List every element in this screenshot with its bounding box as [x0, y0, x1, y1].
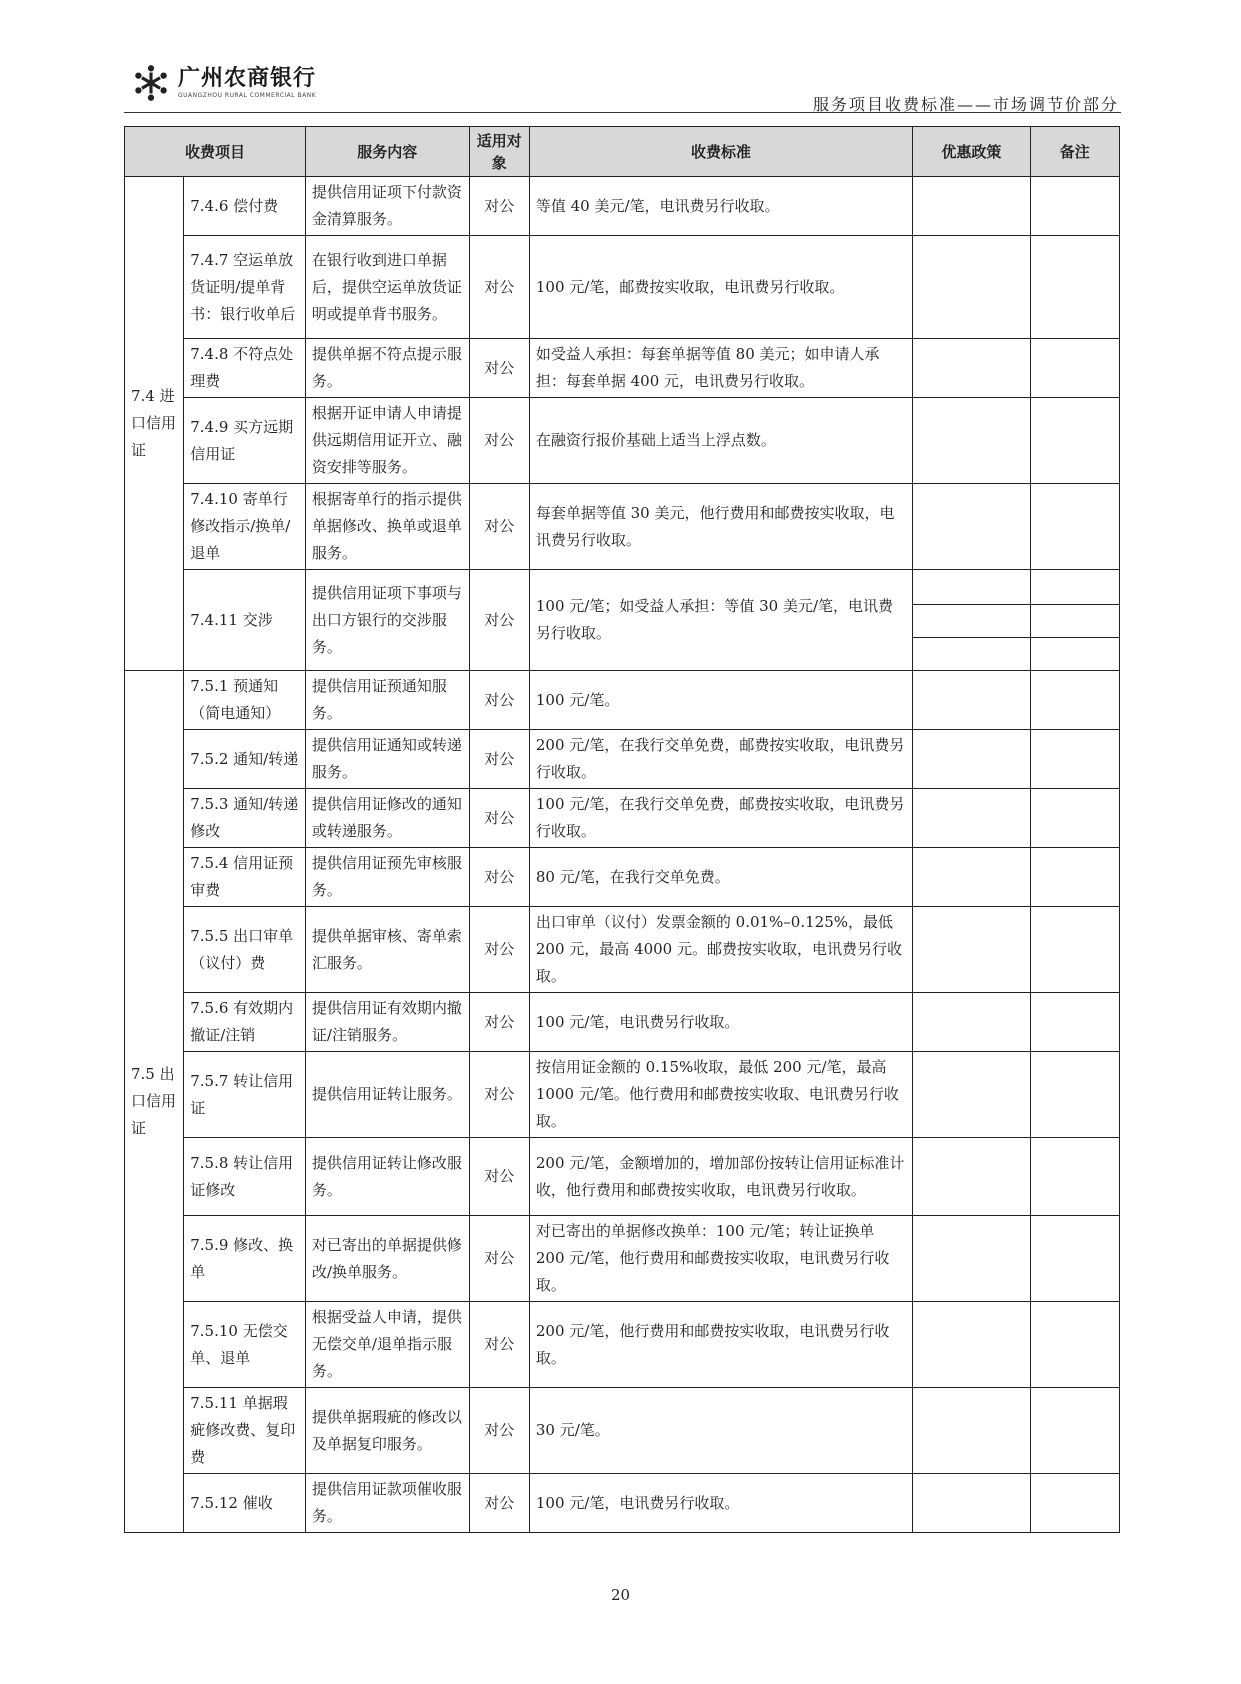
target: 对公: [469, 789, 529, 848]
fee-standard: 30 元/笔。: [529, 1388, 912, 1474]
remarks-cell: [1030, 671, 1119, 730]
table-row: [125, 1302, 1120, 1388]
fee-table: [124, 126, 1120, 1533]
fee-standard: 按信用证金额的 0.15%收取，最低 200 元/笔，最高 1000 元/笔。他行费用和邮费按实收取、电讯费另行收取。: [529, 1052, 912, 1138]
target: 对公: [469, 1474, 529, 1533]
discount-cell: [913, 1474, 1030, 1533]
fee-item: 7.5.4 信用证预审费: [184, 848, 306, 907]
table-header-row: [125, 127, 1120, 177]
fee-item: 7.4.10 寄单行修改指示/换单/退单: [184, 484, 306, 570]
fee-standard: 对已寄出的单据修改换单：100 元/笔；转让证换单 200 元/笔，他行费用和邮费按实收取，电讯费另行收取。: [529, 1216, 912, 1302]
target: 对公: [469, 848, 529, 907]
service-content: 提供信用证转让修改服务。: [305, 1138, 469, 1216]
service-content: 提供单据瑕疵的修改以及单据复印服务。: [305, 1388, 469, 1474]
fee-standard: 等值 40 美元/笔，电讯费另行收取。: [529, 177, 912, 236]
discount-cell: [913, 339, 1030, 398]
table-row: [125, 236, 1120, 339]
fee-item: 7.5.2 通知/转递: [184, 730, 306, 789]
header-remarks: 备注: [1030, 127, 1119, 177]
service-content: 提供信用证款项催收服务。: [305, 1474, 469, 1533]
remarks-cell: [1030, 339, 1119, 398]
discount-cell: [913, 848, 1030, 907]
discount-cell: [913, 789, 1030, 848]
remarks-cell: [1030, 638, 1119, 671]
target: 对公: [469, 1138, 529, 1216]
discount-cell: [913, 1388, 1030, 1474]
fee-standard: 100 元/笔，邮费按实收取，电讯费另行收取。: [529, 236, 912, 339]
fee-item: 7.4.7 空运单放货证明/提单背书：银行收单后: [184, 236, 306, 339]
fee-item: 7.4.8 不符点处理费: [184, 339, 306, 398]
target: 对公: [469, 236, 529, 339]
service-content: 提供单据审核、寄单索汇服务。: [305, 907, 469, 993]
fee-standard: 每套单据等值 30 美元，他行费用和邮费按实收取，电讯费另行收取。: [529, 484, 912, 570]
table-row: [125, 339, 1120, 398]
fee-item: 7.4.6 偿付费: [184, 177, 306, 236]
discount-cell: [913, 907, 1030, 993]
table-row: [125, 1474, 1120, 1533]
remarks-cell: [1030, 730, 1119, 789]
discount-cell: [913, 730, 1030, 789]
remarks-cell: [1030, 1138, 1119, 1216]
bank-logo: [130, 60, 316, 106]
service-content: 提供信用证预先审核服务。: [305, 848, 469, 907]
discount-cell: [913, 177, 1030, 236]
table-row: [125, 789, 1120, 848]
target: 对公: [469, 671, 529, 730]
target: 对公: [469, 398, 529, 484]
header-service-content: 服务内容: [305, 127, 469, 177]
fee-standard: 80 元/笔，在我行交单免费。: [529, 848, 912, 907]
fee-standard: 如受益人承担：每套单据等值 80 美元；如申请人承担：每套单据 400 元，电讯费另行收取。: [529, 339, 912, 398]
fee-item: 7.5.3 通知/转递修改: [184, 789, 306, 848]
fee-standard: 在融资行报价基础上适当上浮点数。: [529, 398, 912, 484]
remarks-cell: [1030, 605, 1119, 638]
remarks-cell: [1030, 484, 1119, 570]
header-discount: 优惠政策: [913, 127, 1030, 177]
target: 对公: [469, 993, 529, 1052]
fee-item: 7.5.11 单据瑕疵修改费、复印费: [184, 1388, 306, 1474]
remarks-cell: [1030, 236, 1119, 339]
discount-cell: [913, 398, 1030, 484]
discount-cell: [913, 605, 1030, 638]
discount-cell: [913, 1216, 1030, 1302]
service-content: 提供信用证项下事项与出口方银行的交涉服务。: [305, 570, 469, 671]
target: 对公: [469, 1052, 529, 1138]
fee-item: 7.5.9 修改、换单: [184, 1216, 306, 1302]
target: 对公: [469, 570, 529, 671]
service-content: 提供信用证项下付款资金清算服务。: [305, 177, 469, 236]
table-row: [125, 848, 1120, 907]
service-content: 提供单据不符点提示服务。: [305, 339, 469, 398]
group-import-lc: 7.4 进口信用证: [125, 177, 184, 671]
target: 对公: [469, 907, 529, 993]
logo-chinese-name: 广州农商银行: [178, 66, 317, 91]
fee-standard: 100 元/笔，电讯费另行收取。: [529, 993, 912, 1052]
discount-cell: [913, 993, 1030, 1052]
remarks-cell: [1030, 907, 1119, 993]
discount-cell: [913, 671, 1030, 730]
header-fee-item: 收费项目: [125, 127, 306, 177]
remarks-cell: [1030, 993, 1119, 1052]
fee-item: 7.5.6 有效期内撤证/注销: [184, 993, 306, 1052]
target: 对公: [469, 339, 529, 398]
target: 对公: [469, 1216, 529, 1302]
fee-standard: 出口审单（议付）发票金额的 0.01%–0.125%，最低 200 元，最高 4000 元。邮费按实收取，电讯费另行收取。: [529, 907, 912, 993]
remarks-cell: [1030, 789, 1119, 848]
service-content: 根据开证申请人申请提供远期信用证开立、融资安排等服务。: [305, 398, 469, 484]
fee-standard: 100 元/笔；如受益人承担：等值 30 美元/笔，电讯费另行收取。: [529, 570, 912, 671]
fee-item: 7.4.11 交涉: [184, 570, 306, 671]
table-row: [125, 1216, 1120, 1302]
service-content: 提供信用证有效期内撤证/注销服务。: [305, 993, 469, 1052]
bank-logo-icon: [130, 62, 172, 104]
remarks-cell: [1030, 570, 1119, 605]
target: 对公: [469, 730, 529, 789]
service-content: 提供信用证预通知服务。: [305, 671, 469, 730]
remarks-cell: [1030, 1302, 1119, 1388]
fee-item: 7.4.9 买方远期信用证: [184, 398, 306, 484]
target: 对公: [469, 1388, 529, 1474]
fee-item: 7.5.8 转让信用证修改: [184, 1138, 306, 1216]
discount-cell: [913, 1138, 1030, 1216]
discount-cell: [913, 236, 1030, 339]
fee-standard: 200 元/笔，金额增加的，增加部份按转让信用证标准计收，他行费用和邮费按实收取，电讯费另行收取。: [529, 1138, 912, 1216]
remarks-cell: [1030, 848, 1119, 907]
target: 对公: [469, 1302, 529, 1388]
target: 对公: [469, 177, 529, 236]
remarks-cell: [1030, 1474, 1119, 1533]
service-content: 提供信用证通知或转递服务。: [305, 730, 469, 789]
table-row: [125, 1052, 1120, 1138]
header-fee-standard: 收费标准: [529, 127, 912, 177]
logo-english-name: GUANGZHOU RURAL COMMERCIAL BANK: [178, 92, 317, 99]
fee-item: 7.5.7 转让信用证: [184, 1052, 306, 1138]
discount-cell: [913, 638, 1030, 671]
table-row: [125, 730, 1120, 789]
service-content: 根据寄单行的指示提供单据修改、换单或退单服务。: [305, 484, 469, 570]
fee-standard: 200 元/笔，他行费用和邮费按实收取，电讯费另行收取。: [529, 1302, 912, 1388]
table-row: [125, 484, 1120, 570]
fee-item: 7.5.1 预通知（简电通知）: [184, 671, 306, 730]
table-row: [125, 1138, 1120, 1216]
discount-cell: [913, 1052, 1030, 1138]
page-number: 20: [610, 1586, 631, 1604]
fee-item: 7.5.10 无偿交单、退单: [184, 1302, 306, 1388]
fee-standard: 100 元/笔。: [529, 671, 912, 730]
remarks-cell: [1030, 1052, 1119, 1138]
fee-standard: 100 元/笔，电讯费另行收取。: [529, 1474, 912, 1533]
discount-cell: [913, 570, 1030, 605]
table-row: [125, 993, 1120, 1052]
page-header-title: 服务项目收费标准——市场调节价部分: [812, 95, 1119, 114]
service-content: 提供信用证转让服务。: [305, 1052, 469, 1138]
service-content: 在银行收到进口单据后，提供空运单放货证明或提单背书服务。: [305, 236, 469, 339]
service-content: 对已寄出的单据提供修改/换单服务。: [305, 1216, 469, 1302]
service-content: 提供信用证修改的通知或转递服务。: [305, 789, 469, 848]
remarks-cell: [1030, 1216, 1119, 1302]
service-content: 根据受益人申请，提供无偿交单/退单指示服务。: [305, 1302, 469, 1388]
discount-cell: [913, 1302, 1030, 1388]
remarks-cell: [1030, 398, 1119, 484]
table-row: [125, 671, 1120, 730]
table-row: [125, 177, 1120, 236]
group-export-lc: 7.5 出口信用证: [125, 671, 184, 1533]
remarks-cell: [1030, 177, 1119, 236]
fee-item: 7.5.5 出口审单（议付）费: [184, 907, 306, 993]
fee-standard: 200 元/笔，在我行交单免费，邮费按实收取，电讯费另行收取。: [529, 730, 912, 789]
fee-standard: 100 元/笔，在我行交单免费，邮费按实收取，电讯费另行收取。: [529, 789, 912, 848]
header-target: 适用对象: [469, 127, 529, 177]
target: 对公: [469, 484, 529, 570]
table-row: [125, 1388, 1120, 1474]
header-divider: [124, 112, 1121, 113]
fee-item: 7.5.12 催收: [184, 1474, 306, 1533]
remarks-cell: [1030, 1388, 1119, 1474]
table-row: [125, 907, 1120, 993]
table-row: [125, 398, 1120, 484]
discount-cell: [913, 484, 1030, 570]
table-row: [125, 570, 1120, 605]
